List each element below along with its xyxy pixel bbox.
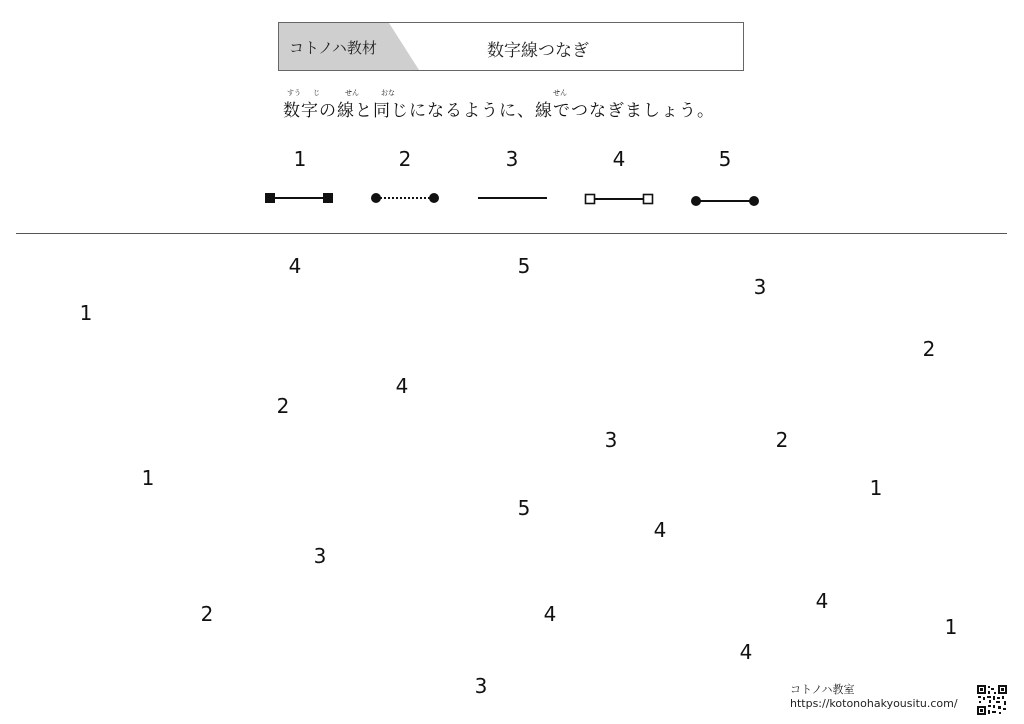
legend-line-1 [265, 193, 333, 203]
legend-label-2: 2 [398, 147, 412, 171]
dot-number[interactable]: 5 [517, 254, 531, 278]
legend-line-4 [586, 195, 653, 204]
furigana: すう [287, 89, 301, 97]
dot-number[interactable]: 2 [922, 337, 936, 361]
dot-number[interactable]: 1 [141, 466, 155, 490]
dot-number[interactable]: 4 [815, 589, 829, 613]
dot-number[interactable]: 5 [517, 496, 531, 520]
dot-number[interactable]: 4 [543, 602, 557, 626]
dot-number[interactable]: 2 [200, 602, 214, 626]
dot-number[interactable]: 1 [869, 476, 883, 500]
dot-number[interactable]: 4 [395, 374, 409, 398]
dot-number[interactable]: 2 [775, 428, 789, 452]
dot-number[interactable]: 3 [313, 544, 327, 568]
furigana: おな [381, 89, 395, 97]
footer-brand: コトノハ教室 [790, 683, 855, 696]
furigana: せん [345, 89, 359, 97]
dot-number[interactable]: 3 [474, 674, 488, 698]
worksheet-title: 数字線つなぎ [487, 41, 589, 61]
dot-number[interactable]: 4 [288, 254, 302, 278]
legend-line-2 [371, 193, 439, 203]
divider [16, 233, 1007, 234]
dot-number[interactable]: 2 [276, 394, 290, 418]
footer-url[interactable]: https://kotonohakyousitu.com/ [790, 697, 958, 710]
legend-label-3: 3 [505, 147, 519, 171]
furigana: じ [313, 89, 320, 97]
dot-number[interactable]: 3 [604, 428, 618, 452]
dot-number[interactable]: 4 [739, 640, 753, 664]
legend-label-4: 4 [612, 147, 626, 171]
qr-code-icon [976, 684, 1008, 716]
brand-label: コトノハ教材 [289, 39, 377, 57]
dot-number[interactable]: 4 [653, 518, 667, 542]
instruction-text: 数字の線と同じになるように、線でつなぎましょう。 [283, 101, 715, 121]
legend-label-1: 1 [293, 147, 307, 171]
dot-number[interactable]: 1 [79, 301, 93, 325]
dot-number[interactable]: 3 [753, 275, 767, 299]
dot-number[interactable]: 1 [944, 615, 958, 639]
furigana: せん [553, 89, 567, 97]
legend-line-5 [691, 196, 759, 206]
legend-label-5: 5 [718, 147, 732, 171]
